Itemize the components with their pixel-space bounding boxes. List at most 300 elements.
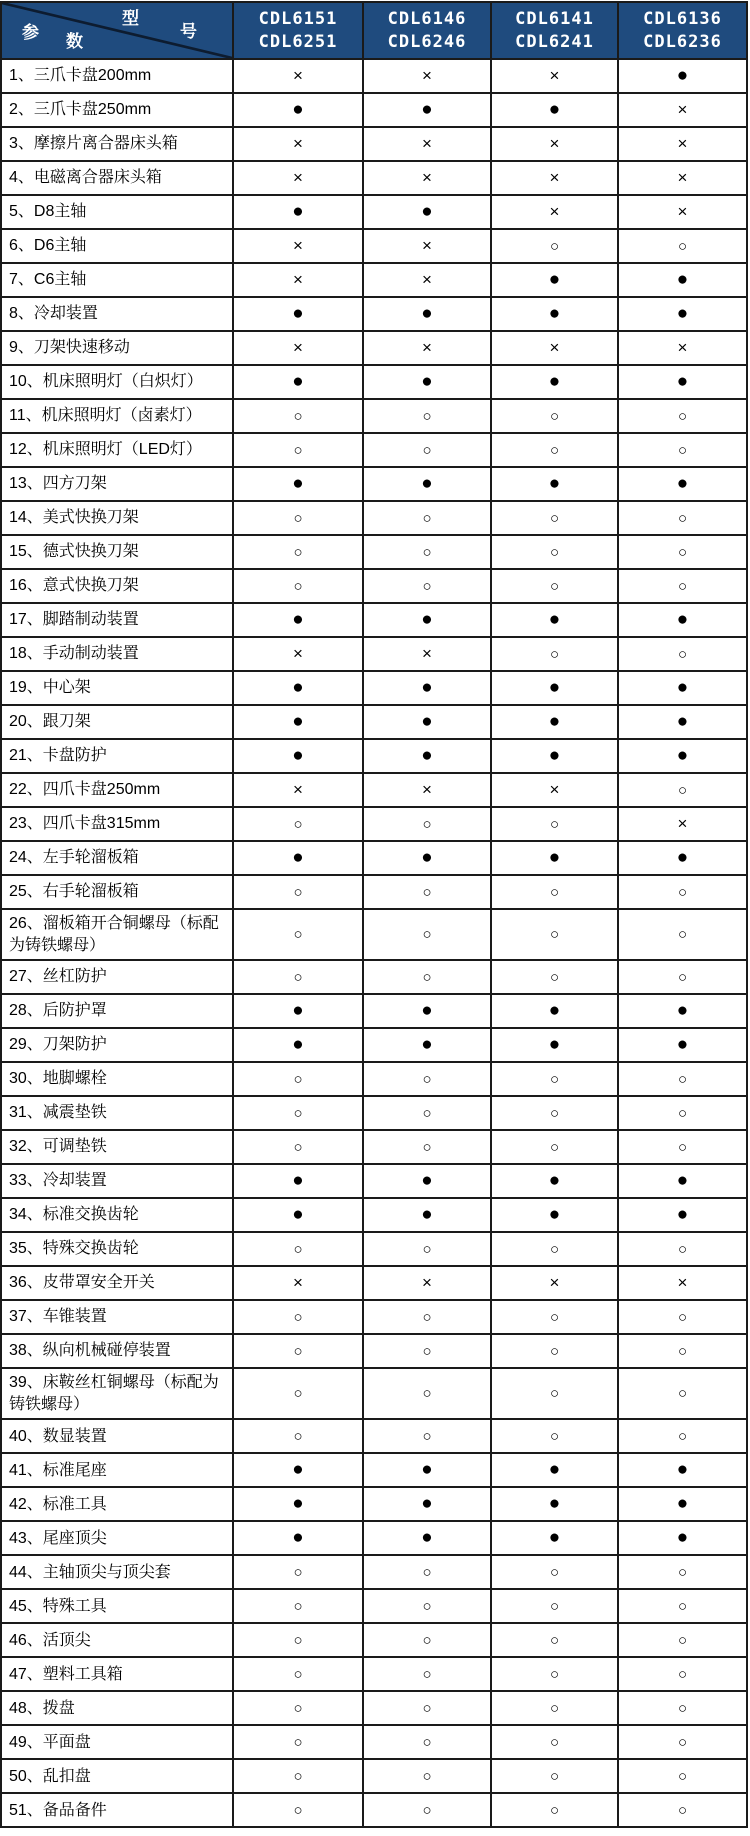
symbol-opt-cell: ○ (233, 807, 363, 841)
table-row (1, 841, 747, 875)
symbol-no-cell: × (363, 773, 491, 807)
symbol-opt-cell: ○ (618, 1691, 747, 1725)
symbol-opt-cell: ○ (233, 1623, 363, 1657)
symbol-opt-cell: ○ (363, 1623, 491, 1657)
symbol-opt-cell: ○ (363, 1793, 491, 1827)
row-label: 19、中心架 (1, 671, 233, 705)
table-row (1, 705, 747, 739)
symbol-no-cell: × (618, 161, 747, 195)
symbol-std-cell: ● (491, 1164, 618, 1198)
table-row (1, 1793, 747, 1827)
symbol-std-cell: ● (233, 1028, 363, 1062)
symbol-opt-cell: ○ (491, 569, 618, 603)
symbol-std-cell: ● (233, 1521, 363, 1555)
row-label: 34、标准交换齿轮 (1, 1198, 233, 1232)
table-row (1, 1334, 747, 1368)
symbol-no-cell: × (618, 127, 747, 161)
symbol-std-cell: ● (618, 1521, 747, 1555)
symbol-opt-cell: ○ (491, 1555, 618, 1589)
symbol-std-cell: ● (363, 1521, 491, 1555)
symbol-std-cell: ● (618, 603, 747, 637)
table-row (1, 994, 747, 1028)
symbol-std-cell: ● (491, 994, 618, 1028)
corner-model-label-char: 号 (180, 22, 197, 41)
table-row (1, 1487, 747, 1521)
symbol-opt-cell: ○ (233, 960, 363, 994)
symbol-opt-cell: ○ (618, 433, 747, 467)
symbol-no-cell: × (363, 59, 491, 93)
table-row (1, 875, 747, 909)
table-row (1, 960, 747, 994)
symbol-std-cell: ● (491, 841, 618, 875)
table-row (1, 1232, 747, 1266)
table-row (1, 807, 747, 841)
row-label: 4、电磁离合器床头箱 (1, 161, 233, 195)
table-row (1, 467, 747, 501)
row-label: 37、车锥装置 (1, 1300, 233, 1334)
symbol-std-cell: ● (618, 467, 747, 501)
symbol-opt-cell: ○ (618, 229, 747, 263)
table-row (1, 1759, 747, 1793)
symbol-opt-cell: ○ (363, 1368, 491, 1419)
row-label: 16、意式快换刀架 (1, 569, 233, 603)
symbol-opt-cell: ○ (233, 875, 363, 909)
symbol-opt-cell: ○ (491, 1062, 618, 1096)
symbol-opt-cell: ○ (491, 1334, 618, 1368)
symbol-std-cell: ● (618, 1164, 747, 1198)
symbol-opt-cell: ○ (233, 1334, 363, 1368)
symbol-opt-cell: ○ (618, 1725, 747, 1759)
row-label: 47、塑料工具箱 (1, 1657, 233, 1691)
symbol-no-cell: × (233, 161, 363, 195)
symbol-std-cell: ● (233, 1453, 363, 1487)
symbol-opt-cell: ○ (233, 569, 363, 603)
table-row (1, 1300, 747, 1334)
symbol-std-cell: ● (363, 365, 491, 399)
spec-table (0, 1, 748, 1828)
symbol-std-cell: ● (363, 739, 491, 773)
symbol-opt-cell: ○ (618, 1555, 747, 1589)
symbol-opt-cell: ○ (491, 807, 618, 841)
symbol-std-cell: ● (233, 994, 363, 1028)
symbol-opt-cell: ○ (233, 1130, 363, 1164)
symbol-no-cell: × (618, 331, 747, 365)
symbol-opt-cell: ○ (618, 1096, 747, 1130)
symbol-opt-cell: ○ (618, 569, 747, 603)
symbol-std-cell: ● (618, 705, 747, 739)
row-label: 6、D6主轴 (1, 229, 233, 263)
symbol-no-cell: × (363, 127, 491, 161)
corner-param-label-char: 数 (66, 32, 83, 51)
symbol-std-cell: ● (363, 603, 491, 637)
symbol-no-cell: × (363, 161, 491, 195)
symbol-no-cell: × (233, 263, 363, 297)
symbol-opt-cell: ○ (233, 909, 363, 960)
symbol-std-cell: ● (363, 994, 491, 1028)
symbol-opt-cell: ○ (363, 433, 491, 467)
symbol-opt-cell: ○ (618, 1232, 747, 1266)
row-label: 20、跟刀架 (1, 705, 233, 739)
symbol-no-cell: × (363, 229, 491, 263)
symbol-opt-cell: ○ (363, 1130, 491, 1164)
symbol-opt-cell: ○ (491, 1300, 618, 1334)
symbol-std-cell: ● (618, 841, 747, 875)
row-label: 45、特殊工具 (1, 1589, 233, 1623)
model-name: CDL6141 (515, 8, 594, 29)
symbol-opt-cell: ○ (363, 501, 491, 535)
symbol-std-cell: ● (491, 467, 618, 501)
corner-header-cell (1, 2, 233, 59)
row-label: 10、机床照明灯（白炽灯） (1, 365, 233, 399)
symbol-opt-cell: ○ (491, 1419, 618, 1453)
symbol-opt-cell: ○ (491, 1232, 618, 1266)
row-label: 46、活顶尖 (1, 1623, 233, 1657)
symbol-std-cell: ● (618, 365, 747, 399)
symbol-std-cell: ● (618, 1198, 747, 1232)
symbol-std-cell: ● (618, 739, 747, 773)
symbol-std-cell: ● (491, 1028, 618, 1062)
row-label: 33、冷却装置 (1, 1164, 233, 1198)
row-label: 3、摩擦片离合器床头箱 (1, 127, 233, 161)
row-label: 51、备品备件 (1, 1793, 233, 1827)
symbol-opt-cell: ○ (363, 1725, 491, 1759)
symbol-opt-cell: ○ (233, 1062, 363, 1096)
symbol-opt-cell: ○ (618, 1334, 747, 1368)
row-label: 12、机床照明灯（LED灯） (1, 433, 233, 467)
row-label: 48、拨盘 (1, 1691, 233, 1725)
symbol-opt-cell: ○ (363, 1759, 491, 1793)
symbol-no-cell: × (363, 331, 491, 365)
symbol-opt-cell: ○ (233, 1725, 363, 1759)
table-row (1, 1623, 747, 1657)
model-header-cdl6141 (491, 2, 618, 59)
symbol-no-cell: × (491, 773, 618, 807)
table-row (1, 1028, 747, 1062)
table-row (1, 1130, 747, 1164)
symbol-std-cell: ● (363, 297, 491, 331)
symbol-std-cell: ● (618, 263, 747, 297)
symbol-opt-cell: ○ (233, 1419, 363, 1453)
table-row (1, 1062, 747, 1096)
symbol-opt-cell: ○ (363, 535, 491, 569)
symbol-std-cell: ● (233, 1164, 363, 1198)
symbol-opt-cell: ○ (363, 1555, 491, 1589)
symbol-no-cell: × (618, 195, 747, 229)
row-label: 30、地脚螺栓 (1, 1062, 233, 1096)
model-header-cdl6136 (618, 2, 747, 59)
symbol-opt-cell: ○ (233, 1096, 363, 1130)
table-row (1, 93, 747, 127)
row-label: 17、脚踏制动装置 (1, 603, 233, 637)
symbol-opt-cell: ○ (618, 1623, 747, 1657)
symbol-opt-cell: ○ (233, 1300, 363, 1334)
symbol-opt-cell: ○ (491, 433, 618, 467)
symbol-opt-cell: ○ (363, 875, 491, 909)
symbol-opt-cell: ○ (363, 909, 491, 960)
symbol-std-cell: ● (491, 1487, 618, 1521)
symbol-std-cell: ● (618, 1453, 747, 1487)
symbol-opt-cell: ○ (618, 875, 747, 909)
symbol-std-cell: ● (363, 1164, 491, 1198)
symbol-opt-cell: ○ (618, 1793, 747, 1827)
symbol-opt-cell: ○ (233, 501, 363, 535)
symbol-std-cell: ● (233, 705, 363, 739)
symbol-no-cell: × (491, 161, 618, 195)
symbol-std-cell: ● (491, 297, 618, 331)
symbol-std-cell: ● (618, 59, 747, 93)
symbol-opt-cell: ○ (491, 535, 618, 569)
symbol-opt-cell: ○ (233, 1589, 363, 1623)
symbol-no-cell: × (233, 229, 363, 263)
symbol-std-cell: ● (491, 365, 618, 399)
symbol-opt-cell: ○ (363, 1232, 491, 1266)
table-row (1, 331, 747, 365)
table-row (1, 739, 747, 773)
symbol-opt-cell: ○ (618, 399, 747, 433)
symbol-opt-cell: ○ (363, 1062, 491, 1096)
symbol-opt-cell: ○ (618, 1368, 747, 1419)
table-row (1, 1368, 747, 1419)
symbol-std-cell: ● (491, 739, 618, 773)
row-label: 44、主轴顶尖与顶尖套 (1, 1555, 233, 1589)
model-name: CDL6241 (515, 31, 594, 52)
symbol-opt-cell: ○ (233, 399, 363, 433)
table-row (1, 637, 747, 671)
symbol-opt-cell: ○ (618, 1657, 747, 1691)
table-row (1, 1657, 747, 1691)
symbol-std-cell: ● (491, 603, 618, 637)
symbol-no-cell: × (233, 127, 363, 161)
model-name: CDL6146 (387, 8, 467, 29)
symbol-no-cell: × (491, 59, 618, 93)
table-row (1, 161, 747, 195)
symbol-std-cell: ● (491, 1453, 618, 1487)
row-label: 35、特殊交换齿轮 (1, 1232, 233, 1266)
symbol-std-cell: ● (491, 1198, 618, 1232)
table-row (1, 1691, 747, 1725)
symbol-no-cell: × (491, 331, 618, 365)
table-row (1, 1725, 747, 1759)
symbol-std-cell: ● (233, 603, 363, 637)
model-name: CDL6236 (643, 31, 722, 52)
table-row (1, 1521, 747, 1555)
symbol-no-cell: × (233, 637, 363, 671)
row-label: 25、右手轮溜板箱 (1, 875, 233, 909)
symbol-std-cell: ● (363, 1487, 491, 1521)
symbol-std-cell: ● (363, 467, 491, 501)
symbol-opt-cell: ○ (491, 960, 618, 994)
symbol-opt-cell: ○ (363, 1657, 491, 1691)
table-row (1, 501, 747, 535)
table-header (1, 2, 747, 59)
symbol-opt-cell: ○ (233, 1232, 363, 1266)
row-label: 14、美式快换刀架 (1, 501, 233, 535)
symbol-opt-cell: ○ (618, 501, 747, 535)
row-label: 50、乱扣盘 (1, 1759, 233, 1793)
table-row (1, 773, 747, 807)
symbol-std-cell: ● (363, 1028, 491, 1062)
symbol-opt-cell: ○ (233, 1759, 363, 1793)
symbol-opt-cell: ○ (491, 637, 618, 671)
symbol-opt-cell: ○ (491, 1096, 618, 1130)
symbol-opt-cell: ○ (363, 1334, 491, 1368)
table-row (1, 1198, 747, 1232)
table-row (1, 671, 747, 705)
symbol-opt-cell: ○ (363, 960, 491, 994)
symbol-opt-cell: ○ (233, 433, 363, 467)
symbol-std-cell: ● (491, 671, 618, 705)
row-label: 9、刀架快速移动 (1, 331, 233, 365)
symbol-opt-cell: ○ (618, 1062, 747, 1096)
symbol-std-cell: ● (233, 739, 363, 773)
symbol-std-cell: ● (233, 195, 363, 229)
model-name: CDL6136 (643, 8, 722, 29)
table-row (1, 535, 747, 569)
table-row (1, 195, 747, 229)
symbol-opt-cell: ○ (618, 535, 747, 569)
symbol-no-cell: × (233, 59, 363, 93)
row-label: 42、标准工具 (1, 1487, 233, 1521)
table-row (1, 1555, 747, 1589)
symbol-std-cell: ● (363, 1198, 491, 1232)
symbol-opt-cell: ○ (491, 1759, 618, 1793)
row-label: 27、丝杠防护 (1, 960, 233, 994)
symbol-opt-cell: ○ (491, 909, 618, 960)
symbol-opt-cell: ○ (363, 807, 491, 841)
symbol-opt-cell: ○ (363, 1419, 491, 1453)
table-body (1, 59, 747, 1827)
table-row (1, 59, 747, 93)
symbol-opt-cell: ○ (233, 1793, 363, 1827)
symbol-no-cell: × (233, 773, 363, 807)
row-label: 23、四爪卡盘315mm (1, 807, 233, 841)
symbol-opt-cell: ○ (363, 1589, 491, 1623)
model-name: CDL6251 (258, 31, 338, 52)
row-label: 26、溜板箱开合铜螺母（标配为铸铁螺母） (1, 909, 233, 960)
corner-param-label-char: 参 (22, 23, 39, 42)
row-label: 28、后防护罩 (1, 994, 233, 1028)
symbol-std-cell: ● (233, 365, 363, 399)
symbol-std-cell: ● (491, 263, 618, 297)
symbol-std-cell: ● (363, 195, 491, 229)
model-name: CDL6151 (258, 8, 338, 29)
symbol-std-cell: ● (363, 93, 491, 127)
table-row (1, 297, 747, 331)
symbol-opt-cell: ○ (491, 1657, 618, 1691)
symbol-std-cell: ● (363, 841, 491, 875)
corner-model-label-char: 型 (122, 9, 139, 28)
symbol-opt-cell: ○ (363, 569, 491, 603)
row-label: 38、纵向机械碰停装置 (1, 1334, 233, 1368)
symbol-opt-cell: ○ (363, 1691, 491, 1725)
symbol-std-cell: ● (618, 994, 747, 1028)
row-label: 29、刀架防护 (1, 1028, 233, 1062)
symbol-std-cell: ● (618, 297, 747, 331)
symbol-no-cell: × (363, 637, 491, 671)
symbol-opt-cell: ○ (618, 637, 747, 671)
symbol-no-cell: × (618, 807, 747, 841)
row-label: 40、数显装置 (1, 1419, 233, 1453)
symbol-std-cell: ● (233, 841, 363, 875)
symbol-opt-cell: ○ (618, 1300, 747, 1334)
symbol-std-cell: ● (618, 1028, 747, 1062)
symbol-opt-cell: ○ (233, 535, 363, 569)
symbol-no-cell: × (491, 127, 618, 161)
row-label: 13、四方刀架 (1, 467, 233, 501)
symbol-std-cell: ● (491, 705, 618, 739)
row-label: 49、平面盘 (1, 1725, 233, 1759)
header-row (1, 2, 747, 59)
row-label: 22、四爪卡盘250mm (1, 773, 233, 807)
table-row (1, 909, 747, 960)
table-row (1, 1096, 747, 1130)
symbol-opt-cell: ○ (491, 229, 618, 263)
row-label: 8、冷却装置 (1, 297, 233, 331)
row-label: 36、皮带罩安全开关 (1, 1266, 233, 1300)
row-label: 18、手动制动装置 (1, 637, 233, 671)
model-header-cdl6146 (363, 2, 491, 59)
row-label: 43、尾座顶尖 (1, 1521, 233, 1555)
symbol-opt-cell: ○ (618, 1130, 747, 1164)
symbol-std-cell: ● (618, 1487, 747, 1521)
symbol-std-cell: ● (233, 93, 363, 127)
symbol-opt-cell: ○ (618, 773, 747, 807)
row-label: 21、卡盘防护 (1, 739, 233, 773)
symbol-std-cell: ● (618, 671, 747, 705)
table-row (1, 263, 747, 297)
symbol-no-cell: × (618, 1266, 747, 1300)
symbol-opt-cell: ○ (618, 960, 747, 994)
table-row (1, 127, 747, 161)
row-label: 5、D8主轴 (1, 195, 233, 229)
symbol-opt-cell: ○ (491, 875, 618, 909)
row-label: 7、C6主轴 (1, 263, 233, 297)
symbol-opt-cell: ○ (363, 1300, 491, 1334)
symbol-std-cell: ● (491, 93, 618, 127)
symbol-opt-cell: ○ (491, 1130, 618, 1164)
symbol-std-cell: ● (233, 1198, 363, 1232)
symbol-no-cell: × (233, 1266, 363, 1300)
symbol-std-cell: ● (491, 1521, 618, 1555)
symbol-opt-cell: ○ (618, 1759, 747, 1793)
symbol-opt-cell: ○ (233, 1555, 363, 1589)
symbol-no-cell: × (618, 93, 747, 127)
symbol-opt-cell: ○ (491, 399, 618, 433)
symbol-opt-cell: ○ (618, 1589, 747, 1623)
row-label: 24、左手轮溜板箱 (1, 841, 233, 875)
symbol-std-cell: ● (233, 671, 363, 705)
symbol-std-cell: ● (233, 297, 363, 331)
symbol-no-cell: × (233, 331, 363, 365)
table-row (1, 365, 747, 399)
table-row (1, 1419, 747, 1453)
row-label: 15、德式快换刀架 (1, 535, 233, 569)
row-label: 39、床鞍丝杠铜螺母（标配为铸铁螺母） (1, 1368, 233, 1419)
row-label: 31、减震垫铁 (1, 1096, 233, 1130)
symbol-std-cell: ● (363, 705, 491, 739)
symbol-opt-cell: ○ (491, 1368, 618, 1419)
symbol-no-cell: × (363, 1266, 491, 1300)
table-row (1, 569, 747, 603)
table-row (1, 603, 747, 637)
symbol-opt-cell: ○ (491, 1793, 618, 1827)
symbol-opt-cell: ○ (233, 1368, 363, 1419)
model-header-cdl6151 (233, 2, 363, 59)
row-label: 1、三爪卡盘200mm (1, 59, 233, 93)
model-name: CDL6246 (387, 31, 467, 52)
table-row (1, 1589, 747, 1623)
table-row (1, 1266, 747, 1300)
